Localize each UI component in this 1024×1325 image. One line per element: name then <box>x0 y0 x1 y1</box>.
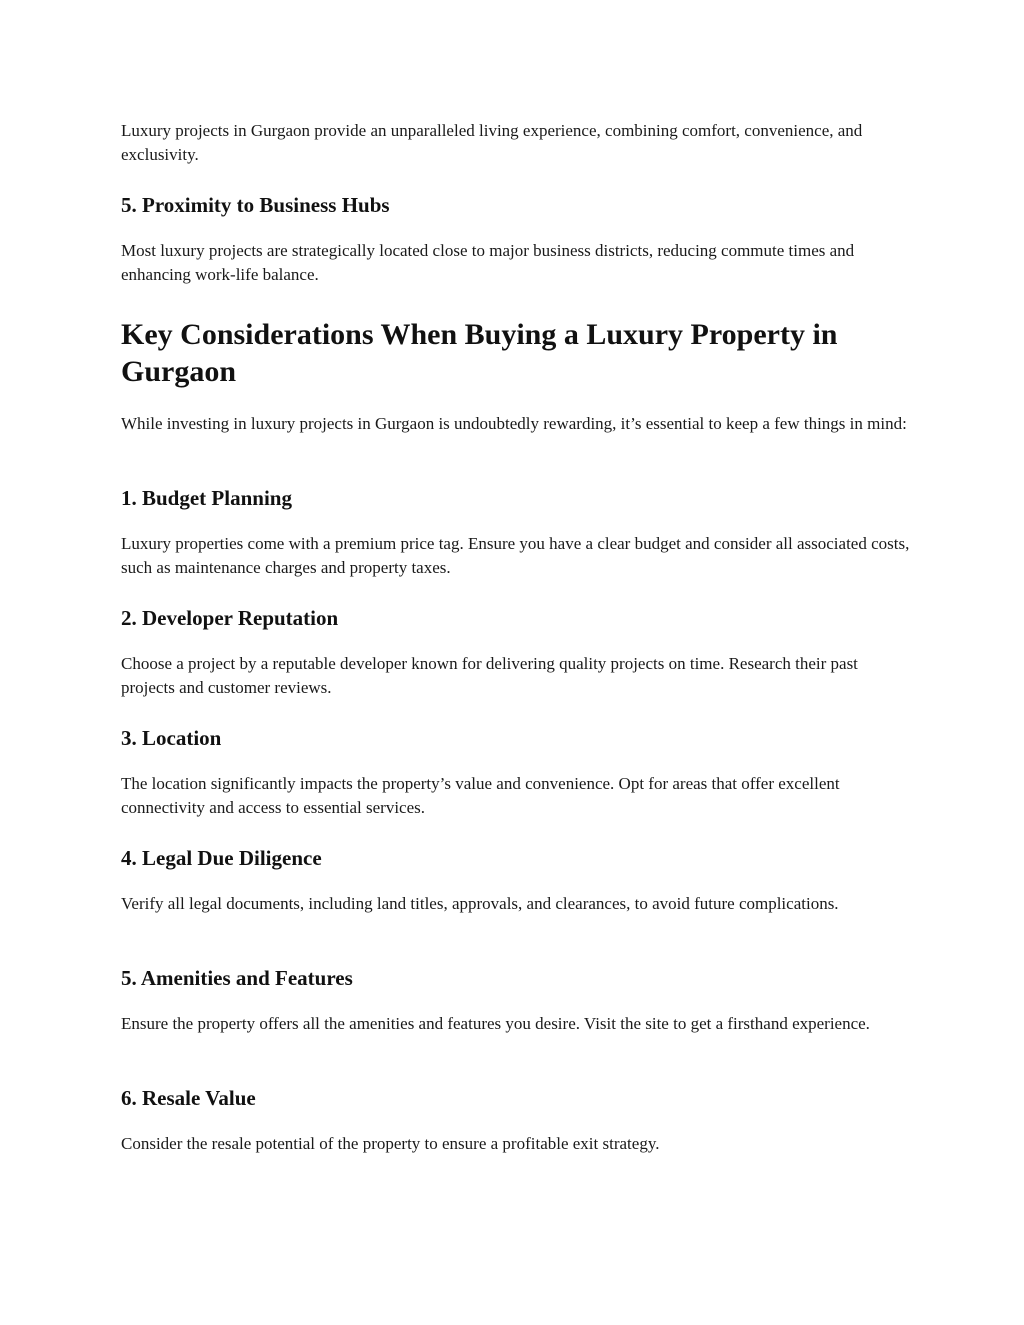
consideration-text-developer: Choose a project by a reputable developer known for delivering quality projects on time. Research their past projects and customer reviews. <box>121 654 858 697</box>
consideration-text-resale: Consider the resale potential of the property to ensure a profitable exit strategy. <box>121 1134 660 1153</box>
consideration-heading-budget: 1. Budget Planning <box>121 486 292 510</box>
consideration-text-legal: Verify all legal documents, including land titles, approvals, and clearances, to avoid future complications. <box>121 894 839 913</box>
section-heading-proximity: 5. Proximity to Business Hubs <box>121 193 390 217</box>
consideration-heading-location: 3. Location <box>121 726 222 750</box>
consideration-text-budget: Luxury properties come with a premium price tag. Ensure you have a clear budget and consider all associated costs, such as maintenance charges and property taxes. <box>121 534 910 577</box>
consideration-heading-resale: 6. Resale Value <box>121 1086 256 1110</box>
consideration-text-location: The location significantly impacts the property’s value and convenience. Opt for areas that offer excellent connectivity and access to essential services. <box>121 774 840 817</box>
consideration-text-amenities: Ensure the property offers all the amenities and features you desire. Visit the site to get a firsthand experience. <box>121 1014 870 1033</box>
consideration-heading-amenities: 5. Amenities and Features <box>121 966 353 990</box>
main-intro-paragraph: While investing in luxury projects in Gurgaon is undoubtedly rewarding, it’s essential to keep a few things in mind: <box>121 414 907 433</box>
consideration-heading-legal: 4. Legal Due Diligence <box>121 846 322 870</box>
document-page <box>121 0 911 1325</box>
main-heading: Key Considerations When Buying a Luxury Property in Gurgaon <box>121 318 838 388</box>
consideration-heading-developer: 2. Developer Reputation <box>121 606 339 630</box>
intro-paragraph: Luxury projects in Gurgaon provide an unparalleled living experience, combining comfort, convenience, and exclusivity. <box>121 121 863 164</box>
section-text-proximity: Most luxury projects are strategically located close to major business districts, reducing commute times and enhancing work-life balance. <box>121 241 855 284</box>
